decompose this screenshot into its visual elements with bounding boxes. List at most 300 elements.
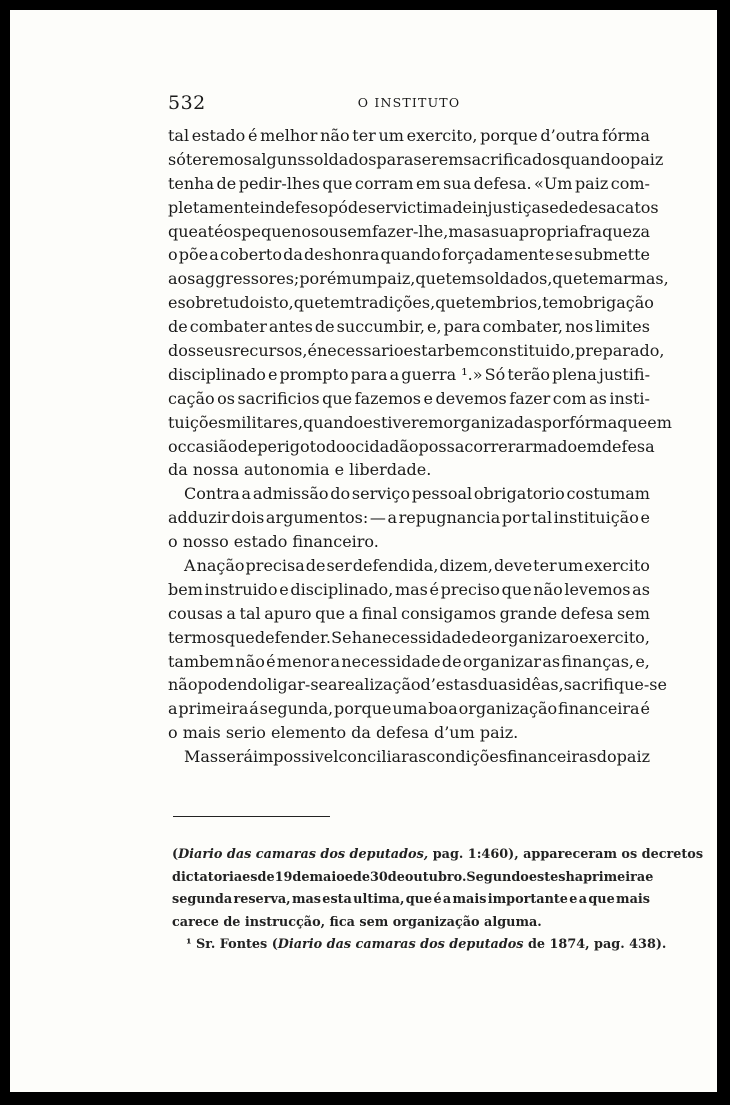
word: disciplinado, <box>290 579 394 599</box>
word: admissão <box>252 484 329 504</box>
word: defendida, <box>352 556 439 576</box>
word: dos <box>168 341 197 361</box>
word: para <box>443 317 481 337</box>
page-number: 532 <box>168 92 206 114</box>
word: organizar <box>462 651 542 671</box>
body-line <box>168 458 650 482</box>
word: ser <box>367 197 393 217</box>
word: quando <box>380 245 441 265</box>
word: paiz <box>616 747 650 767</box>
footnote-word: de <box>352 869 370 885</box>
word: necessidade <box>341 651 441 671</box>
word: do <box>330 484 351 504</box>
footnote-line <box>172 934 667 957</box>
body-line <box>168 506 650 530</box>
word: um <box>378 126 404 145</box>
footnote-text: de 1874, pag. 438). <box>523 937 667 952</box>
word: d’outra <box>540 126 600 145</box>
word: a <box>226 603 236 623</box>
word: os <box>223 221 242 241</box>
word: fazemos <box>354 388 422 408</box>
word: propria <box>518 221 579 241</box>
word: fórma <box>569 412 618 432</box>
footnote-word: mais <box>616 892 650 907</box>
word: por <box>501 508 530 528</box>
word: antes <box>268 317 313 337</box>
word: guerra ¹.» <box>401 364 483 384</box>
footnote-word: 19 <box>274 869 293 885</box>
word: a <box>168 699 178 719</box>
footnote-word: ultima, <box>353 892 405 907</box>
body-line <box>168 673 667 697</box>
word: seus <box>196 341 233 361</box>
word: ligar-se <box>267 675 328 695</box>
footnote-word: esta <box>322 892 352 907</box>
word: as <box>632 579 650 599</box>
word: porque <box>480 126 538 145</box>
footnote-word: estes <box>528 869 566 885</box>
word: Mas <box>184 747 219 767</box>
footnote-word: e <box>645 869 654 885</box>
footnote-citation: Diario das camaras dos deputados <box>277 937 524 952</box>
word: Se <box>331 627 352 647</box>
word: Contra <box>184 484 240 504</box>
word: A <box>184 556 196 576</box>
word: obrigação <box>573 293 654 313</box>
word: obrigatorio <box>473 484 565 504</box>
word: e, <box>426 317 442 337</box>
footnote-word: importante <box>487 892 568 907</box>
footnote-word: de <box>292 869 310 885</box>
word: fazer-lhe, <box>371 221 449 241</box>
word: pedir-lhes <box>238 173 320 193</box>
word: a <box>241 484 252 504</box>
word: Só <box>484 364 506 384</box>
word: devemos <box>435 388 507 408</box>
word: occasião <box>168 436 238 456</box>
word: preparado, <box>575 341 665 361</box>
word: que <box>415 269 446 289</box>
word: sacrifique-se <box>563 675 667 695</box>
word: um <box>557 556 584 576</box>
word: estar <box>403 341 445 361</box>
word: que <box>293 293 324 313</box>
body-line <box>168 196 659 220</box>
footnote-line <box>172 912 650 935</box>
word: é <box>266 651 276 671</box>
body-line <box>168 626 650 650</box>
word: que <box>168 221 199 241</box>
word: o <box>569 627 579 647</box>
word: segunda, <box>259 699 334 719</box>
word: ha <box>351 627 372 647</box>
word: que <box>315 603 346 623</box>
footnote-word: mas <box>291 892 321 907</box>
word: organização <box>458 699 558 719</box>
word: com <box>552 388 587 408</box>
word: será <box>218 747 254 767</box>
word: serviço <box>351 484 410 504</box>
word: com- <box>610 173 650 193</box>
word: isto, <box>259 293 294 313</box>
word: mas <box>448 221 482 241</box>
word: duas <box>477 675 517 695</box>
body-line <box>168 578 650 602</box>
footnote-word: dictatoriaes <box>172 869 258 885</box>
word: o <box>620 149 630 169</box>
word: e <box>640 508 650 528</box>
word: de <box>216 173 237 193</box>
word: justifi- <box>598 364 650 384</box>
body-line <box>168 697 650 721</box>
word: perigo <box>257 436 310 456</box>
word: financeira <box>558 699 640 719</box>
footnote-word: a <box>442 892 452 907</box>
body-text <box>168 124 672 769</box>
footnote-word: ha <box>565 869 584 885</box>
word: apuro <box>264 603 312 623</box>
footnote-line <box>172 844 704 867</box>
word: se <box>555 245 574 265</box>
word: que <box>322 388 353 408</box>
footnote-word: mais <box>452 892 487 907</box>
body-line <box>168 602 650 626</box>
word: que <box>552 269 583 289</box>
word: de <box>471 627 491 647</box>
body-line <box>168 435 655 459</box>
word: tenha <box>168 173 215 193</box>
word: corram <box>354 173 414 193</box>
word: disciplinado <box>168 364 266 384</box>
word: correr <box>464 436 516 456</box>
word: dois <box>231 508 265 528</box>
word: o <box>345 436 356 456</box>
word: mas <box>394 579 428 599</box>
word: recursos, <box>232 341 308 361</box>
footnote-word: segunda <box>172 892 233 907</box>
word: combater, <box>482 317 564 337</box>
word: prompto <box>279 364 349 384</box>
word: repugnancia <box>398 508 501 528</box>
word: é <box>640 699 650 719</box>
word: tuições <box>168 412 227 432</box>
word: sobre <box>177 293 223 313</box>
word: tal <box>168 126 190 145</box>
word: combater <box>189 317 267 337</box>
word: o <box>168 245 178 265</box>
word: defender. <box>254 627 331 647</box>
word: consigamos <box>401 603 497 623</box>
word: nos <box>565 317 594 337</box>
word: paiz <box>630 149 664 169</box>
footnote-word: primeira <box>583 869 646 885</box>
word: tem <box>323 293 355 313</box>
word: necessario <box>316 341 404 361</box>
word: injustiças <box>472 197 550 217</box>
word: é <box>307 341 317 361</box>
word: succumbir, <box>336 317 425 337</box>
word: e <box>549 197 559 217</box>
word: ousem <box>319 221 372 241</box>
word: ser <box>326 556 352 576</box>
word: realização <box>337 675 421 695</box>
word: idêas, <box>516 675 564 695</box>
body-line <box>168 339 665 363</box>
word: final <box>361 603 398 623</box>
word: bem <box>168 579 203 599</box>
word: cousas <box>168 603 223 623</box>
word: quando <box>560 149 621 169</box>
word: a <box>387 508 397 528</box>
word: não <box>168 675 198 695</box>
word: que <box>322 173 353 193</box>
word: conciliar <box>338 747 409 767</box>
word: estado <box>191 126 246 145</box>
word: instituição <box>553 508 639 528</box>
word: tem <box>582 269 614 289</box>
word: a <box>481 221 491 241</box>
word: a <box>389 364 400 384</box>
word: que <box>224 627 255 647</box>
word: em <box>647 412 672 432</box>
body-line <box>168 124 650 148</box>
word: de <box>305 556 326 576</box>
word: organizar <box>491 627 570 647</box>
footnote-divider <box>173 816 330 817</box>
footnote-word: 30 <box>369 869 388 885</box>
word: de <box>441 651 462 671</box>
word: de <box>168 317 188 337</box>
word: tambem <box>168 651 235 671</box>
page-header <box>168 92 650 118</box>
word: alguns <box>251 149 306 169</box>
word: o mais serio elemento da defesa d’um paiz. <box>168 723 519 743</box>
body-line <box>168 148 664 172</box>
word: porque <box>333 699 392 719</box>
word: primeira <box>178 699 249 719</box>
word: e, <box>635 651 650 671</box>
word: constituido, <box>479 341 576 361</box>
word: a <box>330 651 341 671</box>
body-line <box>168 267 669 291</box>
word: para <box>350 364 388 384</box>
word: de <box>237 436 258 456</box>
word: armado <box>515 436 578 456</box>
word: em <box>577 436 602 456</box>
word: necessidade <box>371 627 471 647</box>
word: é <box>247 126 258 145</box>
word: serem <box>413 149 464 169</box>
word: póde <box>328 197 368 217</box>
word: melhor <box>260 126 318 145</box>
word: da nossa autonomia e liberdade. <box>168 460 432 480</box>
word: até <box>198 221 224 241</box>
footnote-word: é <box>433 892 442 907</box>
word: possa <box>418 436 465 456</box>
word: não <box>533 579 563 599</box>
word: teremos <box>185 149 252 169</box>
word: instruido <box>204 579 278 599</box>
word: a <box>209 245 219 265</box>
word: podendo <box>197 675 268 695</box>
word: menor <box>276 651 330 671</box>
word: indefeso <box>259 197 329 217</box>
word: que <box>617 412 648 432</box>
word: só <box>168 149 186 169</box>
word: tradições, <box>354 293 436 313</box>
word: limites <box>595 317 650 337</box>
body-line <box>168 291 654 315</box>
word: insti- <box>609 388 650 408</box>
word: sacrificados <box>463 149 561 169</box>
word: grande <box>499 603 558 623</box>
word: os <box>217 388 235 408</box>
footnote-word: de <box>257 869 275 885</box>
word: de <box>452 197 473 217</box>
word: quando <box>303 412 364 432</box>
word: ter <box>352 126 376 145</box>
word: exercito <box>584 556 650 576</box>
word: dizem, <box>439 556 493 576</box>
book-page <box>10 10 717 1092</box>
word: deshonra <box>304 245 380 265</box>
word: costumam <box>566 484 650 504</box>
footnote-text: pag. 1:460), appareceram os decretos <box>428 847 704 862</box>
footnote-word: reserva, <box>233 892 291 907</box>
word: victima <box>392 197 453 217</box>
body-line <box>168 530 650 554</box>
word: desacatos <box>578 197 659 217</box>
body-line <box>168 721 650 745</box>
word: soldados, <box>476 269 553 289</box>
word: ter <box>533 556 557 576</box>
body-line <box>168 745 650 769</box>
word: militares, <box>226 412 304 432</box>
body-line <box>168 220 650 244</box>
word: armas, <box>613 269 669 289</box>
word: tal <box>530 508 553 528</box>
word: fraqueza <box>578 221 651 241</box>
word: tem <box>465 293 497 313</box>
word: e <box>267 364 278 384</box>
word: argumentos: <box>265 508 369 528</box>
word: forçadamente <box>441 245 555 265</box>
word: plena <box>552 364 597 384</box>
word: a <box>348 603 359 623</box>
footnote-word: e <box>569 892 578 907</box>
word: d’estas <box>420 675 478 695</box>
word: financeiras <box>507 747 597 767</box>
body-line <box>168 387 650 411</box>
word: as <box>542 651 561 671</box>
word: e <box>168 293 178 313</box>
word: defesa. <box>473 173 532 193</box>
word: a <box>328 675 338 695</box>
body-line <box>168 363 650 387</box>
footnote-text: carece de instrucção, fica sem organização alguma. <box>172 914 542 930</box>
word: todo <box>309 436 346 456</box>
word: nação <box>196 556 245 576</box>
word: pessoal <box>411 484 473 504</box>
word: precisa <box>245 556 305 576</box>
body-line <box>168 172 650 196</box>
word: sua <box>443 173 472 193</box>
word: pequenos <box>241 221 320 241</box>
footnote-word: que <box>405 892 433 907</box>
word: as <box>408 747 427 767</box>
word: tudo <box>222 293 260 313</box>
word: á <box>249 699 259 719</box>
word: brios, <box>496 293 543 313</box>
word: — <box>369 508 386 528</box>
word: que <box>435 293 466 313</box>
footnote-word: a <box>578 892 587 907</box>
word: submette <box>574 245 650 265</box>
word: tem <box>542 293 574 313</box>
word: e <box>423 388 433 408</box>
word: boa <box>428 699 458 719</box>
word: levemos <box>564 579 631 599</box>
word: aos <box>168 269 196 289</box>
body-line <box>168 243 650 267</box>
footnote-word: e <box>344 869 353 885</box>
body-line <box>168 554 650 578</box>
word: da <box>283 245 303 265</box>
word: que <box>501 579 532 599</box>
word: bem <box>444 341 480 361</box>
word: defesa <box>560 603 614 623</box>
body-line <box>168 482 650 506</box>
footnote-word: de <box>387 869 405 885</box>
word: organizadas <box>443 412 542 432</box>
word: estiverem <box>363 412 444 432</box>
word: terão <box>507 364 551 384</box>
word: condições <box>426 747 508 767</box>
footnote-line <box>172 889 650 912</box>
body-line <box>168 411 672 435</box>
word: fórma <box>601 126 650 145</box>
footnote-text: ( <box>172 847 179 862</box>
word: termos <box>168 627 225 647</box>
word: sacrificios <box>237 388 320 408</box>
word: «Um <box>534 173 573 193</box>
word: tem <box>445 269 477 289</box>
word: para <box>376 149 414 169</box>
footnote-citation: Diario das camaras dos deputados, <box>178 847 429 862</box>
word: preciso <box>440 579 500 599</box>
word: as <box>589 388 607 408</box>
word: por <box>541 412 570 432</box>
footnote-word: maio <box>309 869 345 885</box>
footnote-line <box>172 867 654 890</box>
body-line <box>168 315 650 339</box>
word: adduzir <box>168 508 230 528</box>
word: em <box>415 173 441 193</box>
word: cação <box>168 388 215 408</box>
word: tal <box>239 603 261 623</box>
word: finanças, <box>561 651 635 671</box>
body-line <box>168 650 650 674</box>
word: sua <box>490 221 519 241</box>
word: de <box>314 317 335 337</box>
word: exercito, <box>406 126 478 145</box>
word: é <box>429 579 439 599</box>
footnote-word: outubro. <box>404 869 467 885</box>
footnote-word: que <box>588 892 615 907</box>
footnote-text: ¹ Sr. Fontes ( <box>186 937 278 952</box>
word: aggressores; <box>195 269 300 289</box>
word: cidadão <box>355 436 419 456</box>
